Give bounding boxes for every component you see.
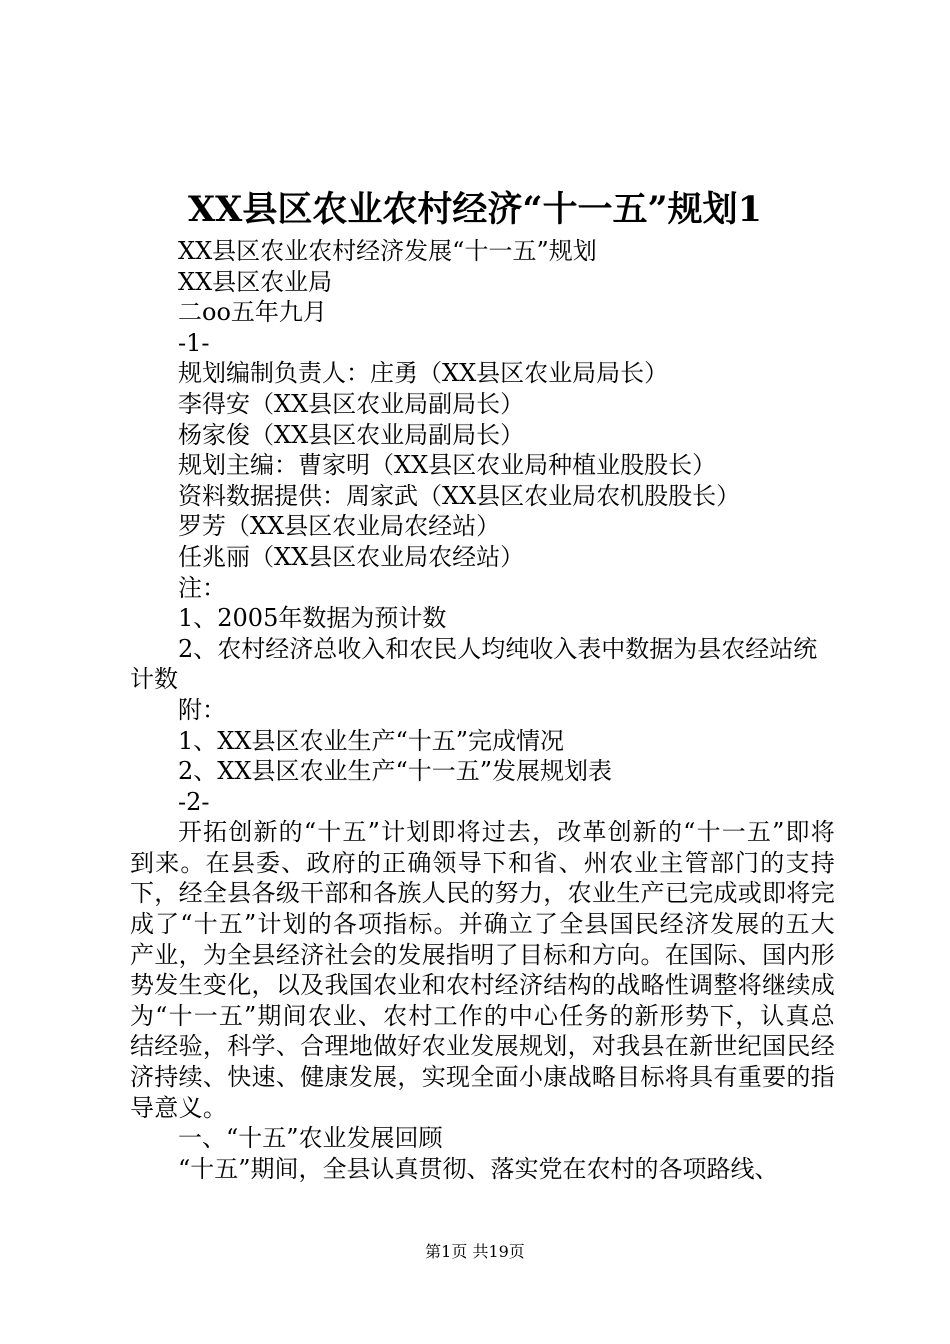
issue-date: 二oo五年九月 xyxy=(178,298,327,327)
appendix-item: 1、XX县区农业生产“十五”完成情况 xyxy=(178,726,564,755)
page-footer: 第1页 共19页 xyxy=(425,1242,525,1261)
document-body xyxy=(130,236,835,1184)
document-title: XX县区农业农村经济“十一五”规划1 xyxy=(188,189,762,230)
chief-editor-line: 规划主编：曹家明（XX县区农业局种植业股股长） xyxy=(178,451,717,480)
appendix-heading: 附： xyxy=(178,695,226,724)
appendix-item: 2、XX县区农业生产“十一五”发展规划表 xyxy=(178,757,612,786)
plan-subtitle: XX县区农业农村经济发展“十一五”规划 xyxy=(178,237,597,265)
note-item: 1、2005年数据为预计数 xyxy=(178,604,447,633)
issuing-agency: XX县区农业局 xyxy=(178,267,333,296)
notes-heading: 注： xyxy=(178,573,226,602)
intro-paragraph: 开拓创新的“十五”计划即将过去，改革创新的“十一五”即将到来。在县委、政府的正确领导下和省、州农业主管部门的支持下，经全县各级干部和各族人民的努力，农业生产已完成或即将完成了“十五”计划的各项指标。并确立了全县国民经济发展的五大产业，为全县经济社会的发展指明了目标和方向。在国际、国内形势发生变化，以及我国农业和农村经济结构的战略性调整将继续成为“十一五”期间农业、农村工作的中心任务的新形势下，认真总结经验，科学、合理地做好农业发展规划，对我县在新世纪国民经济持续、快速、健康发展，实现全面小康战略目标将具有重要的指导意义。 xyxy=(130,818,835,1122)
responsible-person-line: 规划编制负责人：庄勇（XX县区农业局局长） xyxy=(178,359,669,388)
body-text-line: “十五”期间，全县认真贯彻、落实党在农村的各项路线、 xyxy=(178,1154,779,1183)
note-item: 2、农村经济总收入和农民人均纯收入表中数据为县农经站统计数 xyxy=(130,634,818,694)
page-marker: -1- xyxy=(178,328,210,357)
page-marker: -2- xyxy=(178,787,210,816)
staff-line: 罗芳（XX县区农业局农经站） xyxy=(178,512,501,541)
staff-line: 任兆丽（XX县区农业局农经站） xyxy=(178,542,525,571)
staff-line: 李得安（XX县区农业局副局长） xyxy=(178,389,525,418)
staff-line: 杨家俊（XX县区农业局副局长） xyxy=(178,420,525,449)
data-provider-line: 资料数据提供：周家武（XX县区农业局农机股股长） xyxy=(178,481,741,510)
section-heading: 一、“十五”农业发展回顾 xyxy=(178,1124,443,1153)
